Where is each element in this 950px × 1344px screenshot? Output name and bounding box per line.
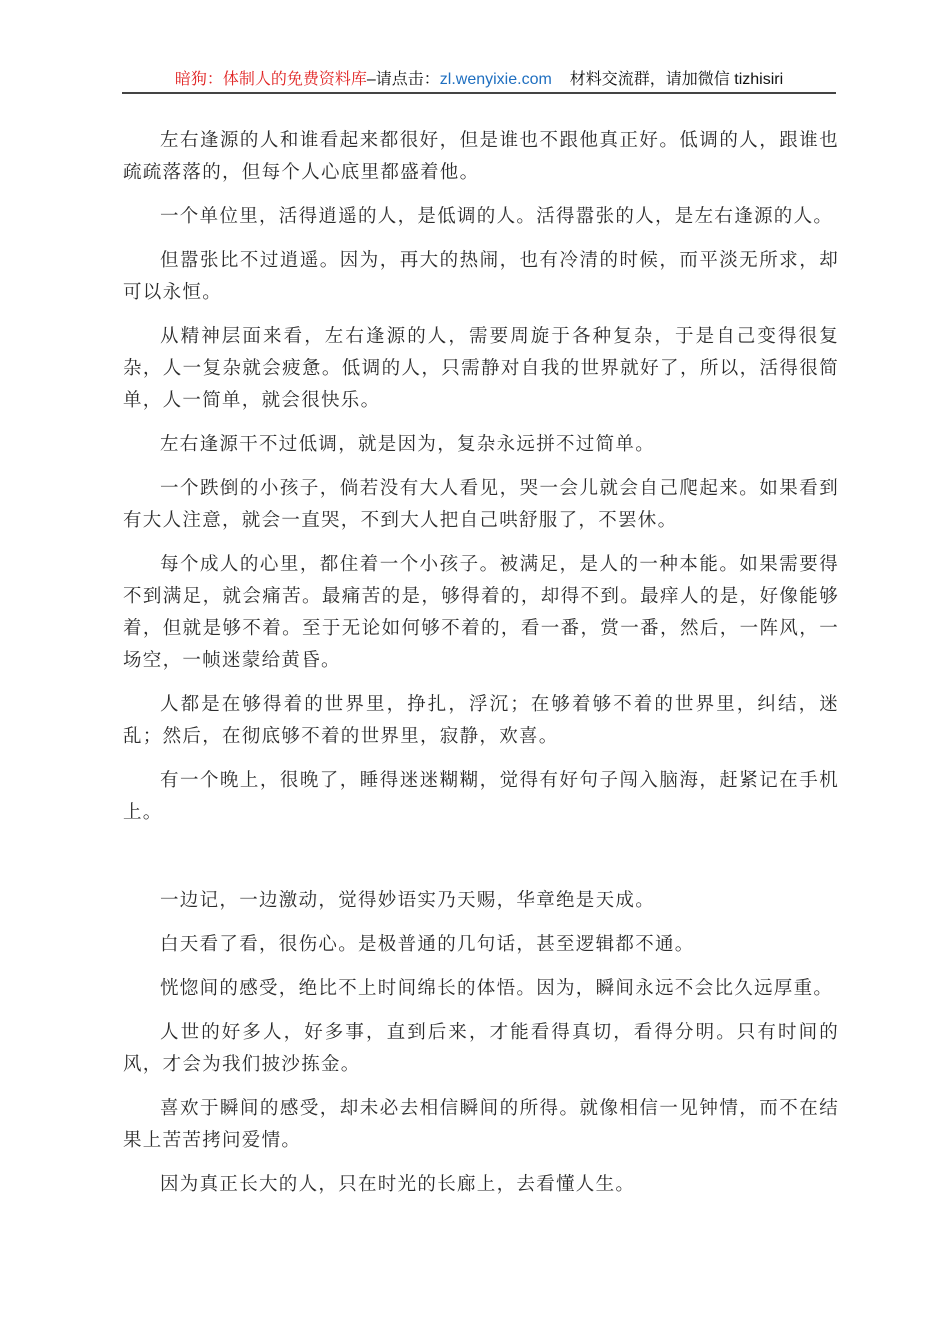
- header-divider: [122, 92, 836, 94]
- paragraph: 恍惚间的感受，绝比不上时间绵长的体悟。因为，瞬间永远不会比久远厚重。: [160, 978, 834, 999]
- header-group-note: 材料交流群，请加微信 tizhisiri: [569, 71, 784, 88]
- header-prompt: –请点击：: [366, 71, 440, 88]
- paragraph: 喜欢于瞬间的感受，却未必去相信瞬间的所得。就像相信一见钟情，而不在结果上苦苦拷问爱情。: [123, 1098, 839, 1151]
- paragraph: 一边记，一边激动，觉得妙语实乃天赐，华章绝是天成。: [160, 890, 656, 911]
- paragraph: 左右逢源的人和谁看起来都很好，但是谁也不跟他真正好。低调的人，跟谁也疏疏落落的，但每个人心底里都盛着他。: [123, 130, 839, 183]
- header-link[interactable]: zl.wenyixie.com: [439, 71, 552, 88]
- header-brand: 暗狗：体制人的免费资料库: [174, 71, 367, 88]
- paragraph: 但嚣张比不过逍遥。因为，再大的热闹，也有冷清的时候，而平淡无所求，却可以永恒。: [123, 250, 839, 303]
- paragraph: 一个单位里，活得逍遥的人，是低调的人。活得嚣张的人，是左右逢源的人。: [160, 206, 834, 227]
- paragraph: 从精神层面来看，左右逢源的人，需要周旋于各种复杂，于是自己变得很复杂，人一复杂就会疲惫。低调的人，只需静对自我的世界就好了，所以，活得很简单，人一简单，就会很快乐。: [123, 326, 839, 411]
- blank-paragraph: [123, 841, 839, 873]
- page-header: [122, 68, 836, 92]
- paragraph: 左右逢源干不过低调，就是因为，复杂永远拼不过简单。: [160, 434, 656, 455]
- paragraph: 一个跌倒的小孩子，倘若没有大人看见，哭一会儿就会自己爬起来。如果看到有大人注意，就会一直哭，不到大人把自己哄舒服了，不罢休。: [123, 478, 839, 531]
- paragraph: 因为真正长大的人，只在时光的长廊上，去看懂人生。: [160, 1174, 636, 1195]
- paragraph: 人世的好多人，好多事，直到后来，才能看得真切，看得分明。只有时间的风，才会为我们披沙拣金。: [123, 1022, 839, 1075]
- paragraph: 人都是在够得着的世界里，挣扎，浮沉；在够着够不着的世界里，纠结，迷乱；然后，在彻底够不着的世界里，寂静，欢喜。: [123, 694, 839, 747]
- paragraph: 白天看了看，很伤心。是极普通的几句话，甚至逻辑都不通。: [160, 934, 695, 955]
- document-body: [123, 125, 839, 1213]
- paragraph: 每个成人的心里，都住着一个小孩子。被满足，是人的一种本能。如果需要得不到满足，就会痛苦。最痛苦的是，够得着的，却得不到。最痒人的是，好像能够着，但就是够不着。至于无论如何够不着的，看一番，赏一番，然后，一阵风，一场空，一帧迷蒙给黄昏。: [123, 554, 839, 671]
- paragraph: 有一个晚上，很晚了，睡得迷迷糊糊，觉得有好句子闯入脑海，赶紧记在手机上。: [123, 770, 839, 823]
